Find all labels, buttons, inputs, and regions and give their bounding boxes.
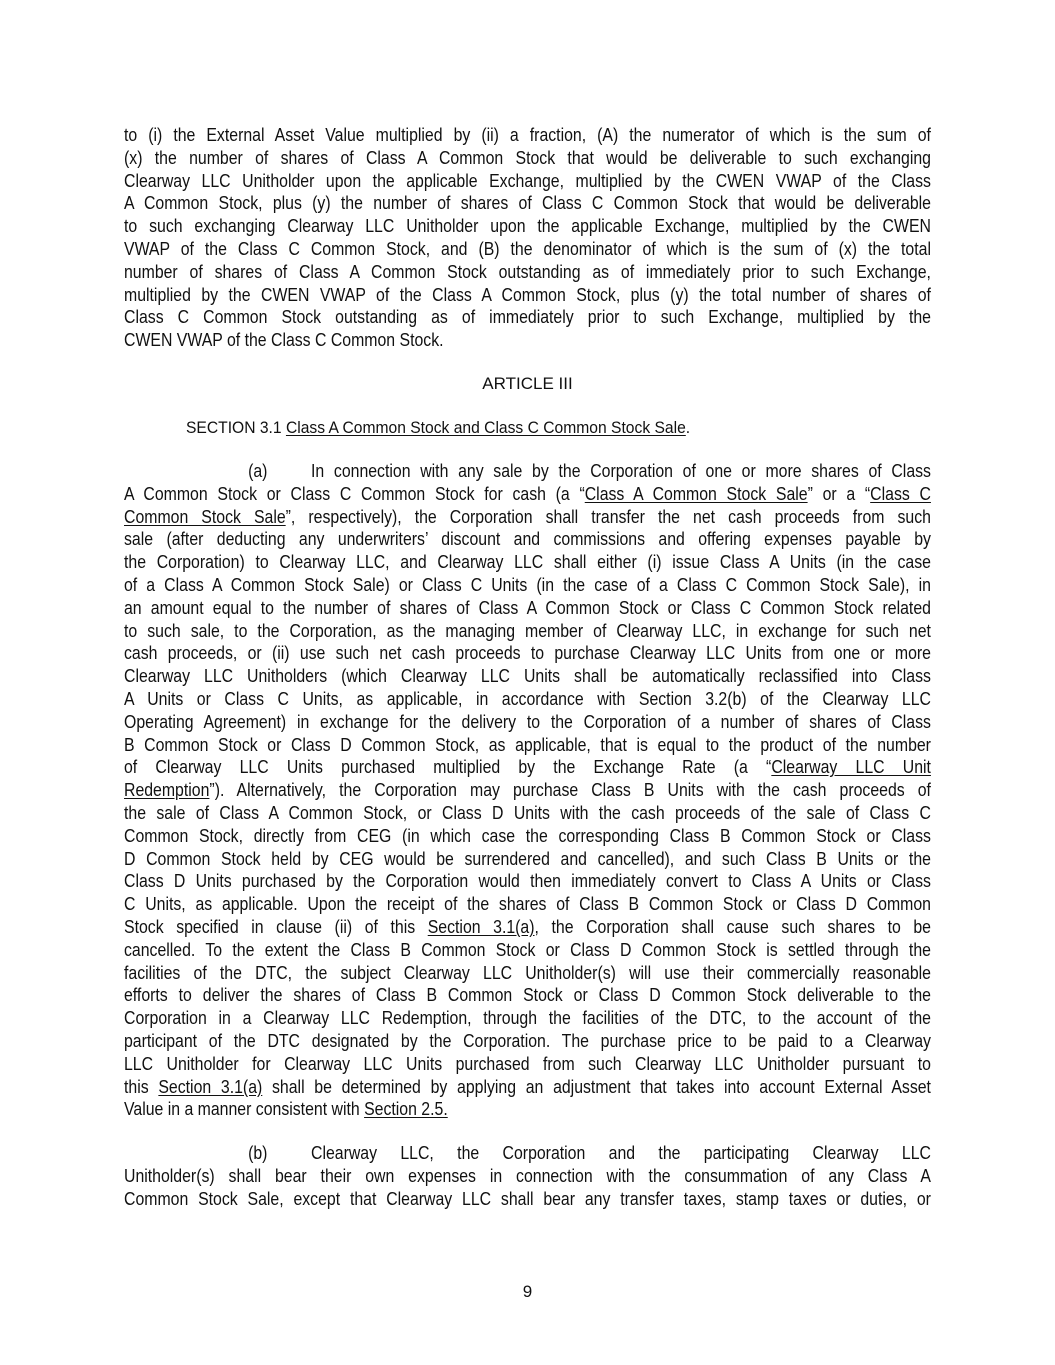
defined-term: Section 3.1(a) (427, 917, 535, 937)
text-line (124, 734, 931, 756)
text-line (124, 574, 931, 596)
text-segment: Common Stock Sale, except that Clearway LLC shall bear any transfer taxes, stamp taxes or duties, or (124, 1188, 931, 1209)
text-line (124, 306, 931, 328)
text-segment: the Corporation) to Clearway LLC, and Clearway LLC shall either (i) issue Class A Units (in the case (124, 552, 931, 573)
text-segment: Class C Common Stock outstanding as of immediately prior to such Exchange, multiplied by the (124, 307, 931, 328)
text-segment: efforts to deliver the shares of Class B Common Stock or Class D Common Stock deliverable to the (124, 985, 931, 1006)
text-segment: B Common Stock or Class D Common Stock, as applicable, that is equal to the product of the number (124, 734, 931, 755)
defined-term: Class A Common Stock Sale (584, 483, 808, 504)
text-segment: LLC Unitholder for Clearway LLC Units purchased from such Clearway LLC Unitholder pursuant to (124, 1053, 931, 1074)
text-segment: Clearway LLC, the Corporation and the participating Clearway LLC (311, 1143, 931, 1163)
text-line (124, 1076, 931, 1098)
text-segment: VWAP of the Class C Common Stock, and (B) the denominator of which is the sum of (x) the total (124, 239, 931, 259)
text-line (124, 620, 931, 642)
text-segment: shall be determined by applying an adjustment that takes into account External Asset (262, 1076, 931, 1097)
text-line (124, 124, 931, 146)
article-title: ARTICLE III (482, 374, 573, 393)
text-line (124, 1165, 931, 1187)
defined-term: Class C (870, 483, 931, 504)
text-line (124, 939, 931, 961)
text-segment: Unitholder(s) shall bear their own expenses in connection with the consummation of any Class A (124, 1165, 931, 1186)
text-segment: ”). Alternatively, the Corporation may purchase Class B Units with the cash proceeds of (209, 780, 931, 801)
text-segment: facilities of the DTC, the subject Clearway LLC Unitholder(s) will use their commercially reasonable (124, 962, 931, 983)
text-line (124, 802, 931, 824)
defined-term: Redemption (124, 780, 210, 801)
paragraph-label: (b) (248, 1143, 268, 1163)
text-line (124, 711, 931, 733)
text-line (124, 984, 931, 1006)
text-line (124, 170, 931, 192)
text-line (124, 238, 931, 260)
text-line (124, 893, 931, 915)
defined-term: Common Stock Sale (124, 506, 286, 527)
text-line (124, 1188, 931, 1210)
text-segment: (x) the number of shares of Class A Common Stock that would be deliverable to such exchanging (124, 147, 931, 168)
text-line (124, 756, 931, 778)
paragraph-label-line (124, 1142, 931, 1164)
text-line (124, 1030, 931, 1052)
text-segment: Common Stock, directly from CEG (in which case the corresponding Class B Common Stock or Class (124, 825, 931, 846)
paragraph-label-line (124, 460, 931, 482)
text-segment: this (124, 1076, 159, 1097)
text-line (124, 284, 931, 306)
text-segment: to (i) the External Asset Value multiplied by (ii) a fraction, (A) the numerator of which is the sum of (124, 125, 931, 145)
text-line (124, 147, 931, 169)
text-line (124, 551, 931, 573)
text-line (124, 779, 931, 801)
text-line (124, 870, 931, 892)
text-line (124, 916, 931, 938)
text-segment: Corporation in a Clearway LLC Redemption, through the facilities of the DTC, to the account of the (124, 1008, 931, 1029)
text-line (124, 848, 931, 870)
text-segment: cancelled. To the extent the Class B Common Stock or Class D Common Stock is settled through the (124, 939, 931, 960)
text-segment: Clearway LLC Unitholders (which Clearway LLC Units shall be automatically reclassified into Class (124, 666, 931, 687)
text-line (124, 688, 931, 710)
text-line (124, 215, 931, 237)
text-segment: Class D Units purchased by the Corporation would then immediately convert to Class A Units or Class (124, 871, 931, 892)
text-segment: an amount equal to the number of shares of Class A Common Stock or Class C Common Stock related (124, 597, 931, 618)
text-line (124, 642, 931, 664)
text-segment: Stock specified in clause (ii) of this (124, 917, 428, 937)
text-line (124, 261, 931, 283)
text-segment: C Units, as applicable. Upon the receipt of the shares of Class B Common Stock or Class D Common (124, 894, 931, 915)
section-title: Class A Common Stock and Class C Common Stock Sale (285, 418, 686, 437)
text-segment: to such exchanging Clearway LLC Unitholder upon the applicable Exchange, multiplied by the CWEN (124, 216, 931, 237)
text-line (124, 1007, 931, 1029)
text-segment: the sale of Class A Common Stock, or Class D Units with the cash proceeds of the sale of Class C (124, 803, 931, 823)
text-segment: A Common Stock or Class C Common Stock for cash (a “ (124, 483, 585, 504)
text-segment: ” or a “ (807, 483, 871, 504)
defined-term: Clearway LLC Unit (771, 757, 931, 778)
text-segment: A Common Stock, plus (y) the number of shares of Class C Common Stock that would be deliverable (124, 193, 931, 214)
text-line (124, 1098, 931, 1120)
page-number: 9 (522, 1282, 533, 1301)
text-line (124, 962, 931, 984)
text-segment: ”, respectively), the Corporation shall transfer the net cash proceeds from such (285, 506, 931, 527)
text-line (124, 329, 931, 351)
text-line (124, 1053, 931, 1075)
text-segment: In connection with any sale by the Corporation of one or more shares of Class (311, 461, 931, 481)
paragraph-label: (a) (248, 461, 268, 481)
text-line (124, 506, 931, 528)
text-segment: of Clearway LLC Units purchased multiplied by the Exchange Rate (a “ (124, 757, 772, 778)
text-segment: , the Corporation shall cause such shares to be (534, 917, 931, 937)
text-segment: sale (after deducting any underwriters’ discount and commissions and offering expenses payable by (124, 529, 931, 550)
text-line (124, 825, 931, 847)
text-segment: Value in a manner consistent with (124, 1099, 365, 1120)
defined-term: Section 2.5. (364, 1099, 448, 1120)
text-segment: cash proceeds, or (ii) use such net cash proceeds to purchase Clearway LLC Units from one or more (124, 643, 931, 664)
text-line (124, 528, 931, 550)
text-segment: Operating Agreement) in exchange for the delivery to the Corporation of a number of shares of Class (124, 711, 931, 732)
text-segment: number of shares of Class A Common Stock outstanding as of immediately prior to such Exchange, (124, 261, 931, 282)
defined-term: Section 3.1(a) (158, 1076, 263, 1097)
section-heading (186, 417, 690, 439)
text-segment: participant of the DTC designated by the Corporation. The purchase price to be paid to a Clearway (124, 1031, 931, 1051)
text-segment: to such sale, to the Corporation, as the managing member of Clearway LLC, in exchange for such net (124, 620, 931, 641)
text-segment: A Units or Class C Units, as applicable, in accordance with Section 3.2(b) of the Clearway LLC (124, 689, 931, 709)
text-line (124, 597, 931, 619)
section-number: SECTION 3.1 (186, 418, 286, 437)
text-segment: multiplied by the CWEN VWAP of the Class A Common Stock, plus (y) the total number of shares of (124, 284, 931, 305)
text-segment: CWEN VWAP of the Class C Common Stock. (124, 330, 444, 351)
section-heading-period: . (685, 418, 691, 437)
text-segment: of a Class A Common Stock Sale) or Class C Units (in the case of a Class C Common Stock Sale), in (124, 575, 931, 595)
text-line (124, 483, 931, 505)
text-line (124, 192, 931, 214)
text-segment: D Common Stock held by CEG would be surrendered and cancelled), and such Class B Units or the (124, 848, 931, 869)
text-line (124, 665, 931, 687)
text-segment: Clearway LLC Unitholder upon the applicable Exchange, multiplied by the CWEN VWAP of the Class (124, 170, 931, 191)
